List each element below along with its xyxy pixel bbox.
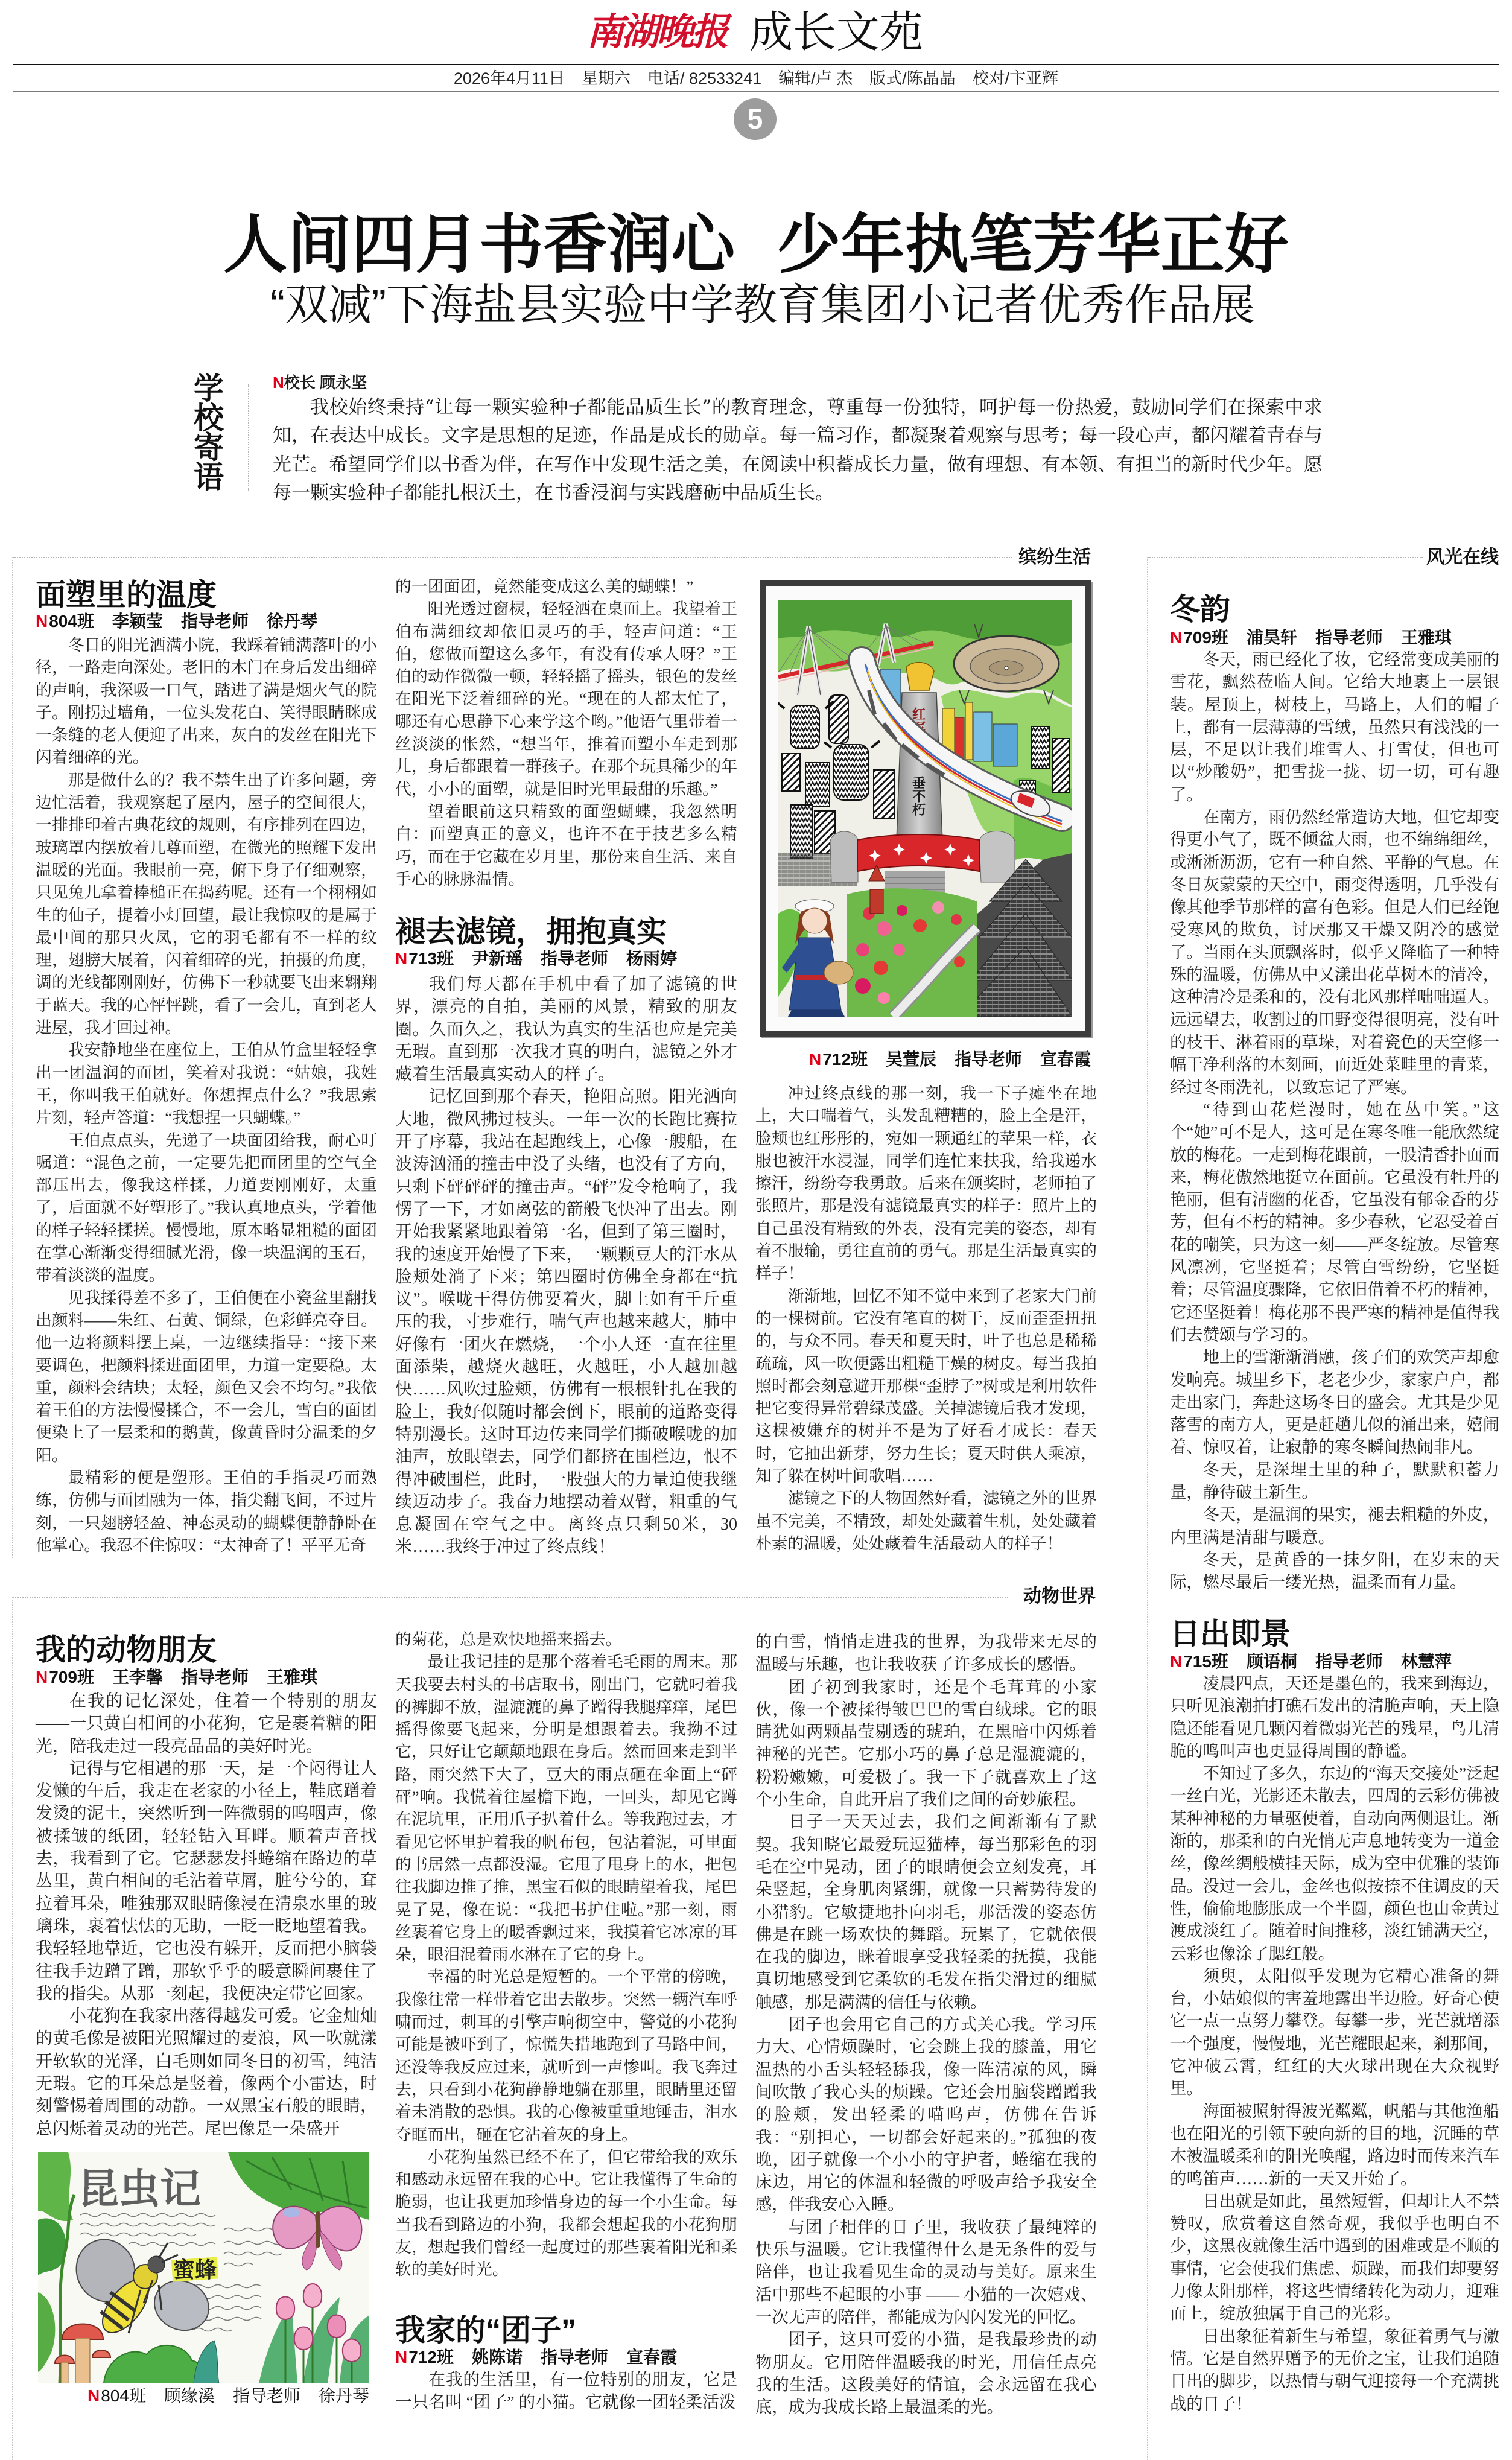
byline-author: 李颖莹 [112, 612, 163, 631]
byline-teacher: 王雅琪 [266, 1668, 317, 1686]
paragraph: 我安静地坐在座位上，王伯从竹盒里轻轻拿出一团温润的面团，笑着对我说：“姑娘，我姓王，你叫我王伯就好。你想捏点什么？”我思索片刻，轻声答道：“我想捏一只蝴蝶。” [36, 1041, 377, 1127]
paragraph: 冬日的阳光洒满小院，我踩着铺满落叶的小径，一路走向深处。老旧的木门在身后发出细碎的声响，我深吸一口气，踏进了满是烟火气的院子。刚拐过墙角，一位头发花白、笑得眼睛眯成一条缝的老人便迎了出来，灰白的发丝在阳光下闪着细碎的光。 [36, 636, 377, 767]
article-title: 我家的“团子” [395, 2313, 576, 2347]
article-body-column [1170, 649, 1499, 1594]
caption-teacher-label: 指导老师 [954, 1050, 1022, 1069]
issue-weekday: 星期六 [581, 69, 631, 87]
paragraph: 小花狗虽然已经不在了，但它带给我的欢乐和感动永远留在我的心中。它让我懂得了生命的脆弱，也让我更加珍惜身边的每一个小生命。每当我看到路边的小狗，我都会想起我的小花狗朋友，想起我们曾经一起度过的那些裹着阳光和柔软的美好时光。 [395, 2147, 737, 2279]
byline-teacher: 王雅琪 [1400, 628, 1452, 647]
byline-teacher-label: 指导老师 [180, 612, 249, 631]
poster-bee-lettering: 蜜蜂 [173, 2258, 217, 2282]
caption-class: 804班 [101, 2386, 146, 2405]
paragraph: “待到山花烂漫时，她在丛中笑。”这个“她”可不是人，这可是在寒冬唯一能欣然绽放的梅花。一走到梅花跟前，一股清香扑面而来，梅花傲然地挺立在面前。它虽没有牡丹的艳丽，但有清幽的花香，它虽没有郁金香的芬芳，但有不朽的精神。多少春秋，它忍受着百花的嘲笑，只为这一刻——严冬绽放。尽管寒风凛冽，它坚挺着；尽管白雪纷纷，它坚挺着；尽管温度骤降，它依旧借着不朽的精神，它还坚挺着！梅花那不畏严寒的精神是值得我们去赞颂与学习的。 [1170, 1100, 1499, 1344]
paragraph: 凌晨四点，天还是墨色的，我来到海边，只听见浪潮拍打礁石发出的清脆声响，天上隐隐还能看见几颗闪着微弱光芒的残星，鸟儿清脆的鸣叫声也更显得周围的静谧。 [1170, 1674, 1499, 1760]
masthead-rule-bottom [13, 91, 1499, 92]
n-mark: N [36, 1668, 48, 1686]
byline-class: 715班 [1183, 1652, 1228, 1671]
byline-author: 顾语桐 [1246, 1652, 1297, 1671]
article-body-column [395, 1629, 737, 2282]
paragraph: 日出就是如此，虽然短暂，但却让人不禁赞叹，欣赏着这自然奇观，我似乎也明白不少，这黑夜就像生活中遇到的困难或是不顺的事情，它会使我们焦虑、烦躁，而我们却要努力像太阳那样，将这些情绪转化为动力，迎难而上，绽放独属于自己的光彩。 [1170, 2191, 1499, 2323]
poster-title-lettering: 昆虫记 [78, 2165, 202, 2213]
paragraph: 不知过了多久，东边的“海天交接处”泛起一丝白光，光影还未散去，四周的云彩仿佛被某种神秘的力量驱使着，自动向两侧退让。渐渐的，那柔和的白光悄无声息地转变为一道金丝，像丝绸般横挂天际，成为空中优雅的装饰品。没过一会儿，金丝也似按捺不住调皮的天性，偷偷地膨胀成一个半圆，颜色也由金黄过渡成淡红了。随着时间推移，淡红铺满天空，云彩也像涂了腮红般。 [1170, 1764, 1499, 1963]
page-number-badge: 5 [734, 98, 777, 140]
paragraph: 日出象征着新生与希望，象征着勇气与激情。它是自然界赠予的无价之宝，让我们追随日出的脚步，以热情与朝气迎接每一个充满挑战的日子！ [1170, 2327, 1499, 2413]
article-title: 日出即景 [1170, 1617, 1291, 1651]
paragraph-continued: 的菊花，总是欢快地摇来摇去。 [395, 1630, 622, 1648]
n-mark: N [36, 612, 48, 631]
article-title: 褪去滤镜，拥抱真实 [395, 915, 667, 949]
article-body-column [395, 576, 737, 891]
byline-class: 713班 [408, 949, 454, 968]
paragraph: 在我的生活里，有一位特别的朋友，它是一只名叫 “团子” 的小猫。它就像一团轻柔活泼 [395, 2370, 737, 2412]
byline-teacher: 宣春霞 [626, 2348, 677, 2366]
section-name: 成长文苑 [749, 8, 924, 57]
article-byline [1170, 628, 1452, 647]
paragraph: 幸福的时光总是短暂的。一个平常的傍晚，我像往常一样带着它出去散步。突然一辆汽车呼啸而过，刺耳的引擎声响彻空中，警觉的小花狗可能是被吓到了，惊慌失措地跑到了马路中间，还没等我反应过来，就听到一声惨叫。我飞奔过去，只看到小花狗静静地躺在那里，眼睛里还留着未消散的恐惧。我的心像被重重地锤击，泪水夺眶而出，砸在它沾着灰的身上。 [395, 1968, 737, 2144]
byline-author: 尹新瑶 [471, 949, 523, 968]
section-label-colorful-life: 缤纷生活 [1018, 547, 1091, 567]
caption-author: 顾缘溪 [164, 2386, 215, 2405]
masthead-rule-top [13, 64, 1499, 65]
byline-class: 804班 [49, 612, 94, 631]
paragraph: 冲过终点线的那一刻，我一下子瘫坐在地上，大口喘着气，头发乱糟糟的，脸上全是汗，脸颊也红彤彤的，宛如一颗通红的苹果一样，衣服也被汗水浸湿，同学们连忙来扶我，给我递水擦汗，纷纷夸我勇敢。后来在颁奖时，老师拍了张照片，那是没有滤镜最真实的样子：照片上的自己虽没有精致的外表，没有完美的姿态，却有着不服输，勇往直前的勇气。那是生活最真实的样子！ [755, 1084, 1097, 1283]
paragraph: 滤镜之下的人物固然好看，滤镜之外的世界虽不完美，不精致，却处处藏着生机，处处藏着朴素的温暖，处处藏着生活最动人的样子！ [755, 1489, 1097, 1553]
byline-author: 王李馨 [112, 1668, 163, 1686]
article-byline [1170, 1652, 1452, 1671]
paragraph: 地上的雪渐渐消融，孩子们的欢笑声却愈发响亮。城里乡下，老老少少，家家户户，都走出家门，奔赴这场冬日的盛会。尤其是少见落雪的南方人，更是赶趟儿似的涌出来，嬉闹着、惊叹着，让寂静的寒冬瞬间热闹非凡。 [1170, 1348, 1499, 1457]
school-message-text: 我校始终秉持“让每一颗实验种子都能品质生长”的教育理念，尊重每一份独特，呵护每一份热爱，鼓励同学们在探索中求知，在表达中成长。文字是思想的足迹，作品是成长的勋章。每一篇习作，都凝聚着观察与思考；每一段心声，都闪耀着青春与光芒。希望同学们以书香为伴，在写作中发现生活之美，在阅读中积蓄成长力量，做有理想、有本领、有担当的新时代少年。愿每一颗实验种子都能扎根沃土，在书香浸润与实践磨砺中品质生长。 [273, 396, 1323, 504]
issue-date: 2026年4月11日 [453, 69, 565, 87]
poster-caption [36, 2386, 369, 2406]
article-byline [36, 1668, 317, 1687]
byline-teacher-label: 指导老师 [1315, 628, 1383, 647]
page-headline: 人间四月书香润心 少年执笔芳华正好 [223, 209, 1289, 281]
byline-teacher-label: 指导老师 [540, 949, 608, 968]
n-mark: N [1170, 628, 1183, 647]
paragraph: 阳光透过窗棂，轻轻洒在桌面上。我望着王伯布满细纹却依旧灵巧的手，轻声问道：“王伯，您做面塑这么多年，有没有传承人呀？”王伯的动作微微一顿，轻轻摇了摇头，银色的发丝在阳光下泛着细碎的光。“现在的人都太忙了，哪还有心思静下心来学这个哟。”他语气里带着一丝淡淡的怅然，“想当年，推着面塑小车走到那儿，身后都跟着一群孩子。在那个玩具稀少的年代，小小的面塑，就是旧时光里最甜的乐趣。” [395, 600, 737, 798]
byline-class: 709班 [49, 1668, 94, 1686]
section-divider [1148, 557, 1423, 558]
byline-teacher: 杨雨婷 [626, 949, 677, 968]
byline-author: 姚陈诺 [471, 2348, 523, 2366]
byline-class: 709班 [1183, 628, 1228, 647]
paragraph: 我们每天都在手机中看了加了滤镜的世界，漂亮的自拍，美丽的风景，精致的朋友圈。久而久之，我认为真实的生活也应是完美无瑕。直到那一次我才真的明白，滤镜之外才藏着生活最真实动人的样子。 [395, 975, 737, 1084]
paragraph: 王伯点点头，先递了一块面团给我，耐心叮嘱道：“混色之前，一定要先把面团里的空气全部压出去，像我这样揉，力道要刚刚好，太重了，后面就不好塑形了。”我认真地点头，学着他的样子轻轻揉搓。慢慢地，原本略显粗糙的面团在掌心渐渐变得细腻光滑，像一块温润的玉石，带着淡淡的温度。 [36, 1131, 377, 1285]
section-label-scenery-online: 风光在线 [1426, 547, 1499, 567]
n-mark: N [87, 2386, 100, 2405]
page-subtitle: “双减”下海盐县实验中学教育集团小记者优秀作品展 [270, 281, 1255, 329]
layout-credit: 版式/陈晶晶 [869, 69, 956, 87]
paragraph: 团子，这只可爱的小猫，是我最珍贵的动物朋友。它用陪伴温暖我的时光，用信任点亮我的生活。这段美好的情谊，会永远留在我心底，成为我成长路上最温柔的光。 [755, 2330, 1097, 2417]
article-body-column [755, 1082, 1097, 1556]
paragraph: 渐渐地，回忆不知不觉中来到了老家大门前的一棵树前。它没有笔直的树干，反而歪歪扭扭的，与众不同。春天和夏天时，叶子也总是稀稀疏疏，风一吹便露出粗糙干燥的树皮。每当我拍照时都会刻意避开那棵“歪脖子”树或是利用软件把它变得异常碧绿茂盛。关掉滤镜后我才发现，这棵被嫌弃的树并不是为了好看才成长：春天时，它抽出新芽，努力生长；夏天时供人乘凉，知了躲在树叶间歌唱…… [755, 1286, 1097, 1486]
column-rule-right [1147, 557, 1148, 2460]
article-byline [395, 949, 677, 968]
article-body-column [395, 973, 737, 1559]
byline-teacher: 林慧萍 [1400, 1652, 1452, 1671]
paragraph: 冬天，雨已经化了妆，它经常变成美丽的雪花，飘然莅临人间。它给大地裹上一层银装。屋顶上，树枝上，马路上，人们的帽子上，都有一层薄薄的雪绒，虽然只有浅浅的一层，不足以让我们堆雪人、打雪仗，但也可以“炒酸奶”，把雪拢一拢、切一切，可有趣了。 [1170, 650, 1499, 804]
paragraph: 团子也会用它自己的方式关心我。学习压力大、心情烦躁时，它会跳上我的膝盖，用它温热的小舌头轻轻舔我，像一阵清凉的风，瞬间吹散了我心头的烦躁。它还会用脑袋蹭蹭我的脸颊，发出轻柔的喵呜声，仿佛在告诉我：“别担心，一切都会好起来的。”孤独的夜晚，团子就像一个小小的守护者，蜷缩在我的床边，用它的体温和轻微的呼吸声给予我安全感，伴我安心入睡。 [755, 2015, 1097, 2214]
article-body-column [395, 2368, 737, 2414]
article-title: 面塑里的温度 [36, 578, 217, 612]
caption-author: 吴萱辰 [885, 1050, 936, 1069]
editor-credit: 编辑/卢 杰 [778, 69, 853, 87]
paragraph: 团子初到我家时，还是个毛茸茸的小家伙，像一个被揉得皱巴巴的雪白绒球。它的眼睛犹如两颗晶莹剔透的琥珀，在黑暗中闪烁着神秘的光芒。它那小巧的鼻子总是湿漉漉的，粉粉嫩嫩，可爱极了。我一下子就喜欢上了这个小生命，自此开启了我们之间的奇妙旅程。 [755, 1677, 1097, 1809]
paragraph: 冬天，是黄昏的一抹夕阳，在岁末的天际，燃尽最后一缕光热，温柔而有力量。 [1170, 1550, 1499, 1592]
n-mark: N [395, 949, 408, 968]
paragraph: 见我揉得差不多了，王伯便在小瓷盆里翻找出颜料——朱红、石黄、铜绿，色彩鲜亮夺目。他一边将颜料摆上桌，一边继续指导：“接下来要调色，把颜料揉进面团里，力道一定要稳。太重，颜料会结块；太轻，颜色又会不均匀。”我依着王伯的方法慢慢揉合，不一会儿，雪白的面团便染上了一层柔和的鹅黄，像黄昏时分温柔的夕阳。 [36, 1288, 377, 1464]
caption-teacher: 宣春霞 [1040, 1050, 1091, 1069]
paragraph: 最让我记挂的是那个落着毛毛雨的周末。那天我要去村头的书店取书，刚出门，它就叼着我的裤脚不放，湿漉漉的鼻子蹭得我腿痒痒，尾巴摇得像要飞起来，分明是想跟着去。我拗不过它，只好让它颠颠地跟在身后。然而回来走到半路，雨突然下大了，豆大的雨点砸在伞面上“砰砰”响。我慌着往屋檐下跑，一回头，却见它蹲在泥坑里，正用爪子扒着什么。等我跑过去，才看见它怀里护着我的帆布包，包沾着泥，可里面的书居然一点都没湿。它甩了甩身上的水，把包往我脚边推了推，黑宝石似的眼睛望着我，尾巴晃了晃，像在说：“我把书护住啦。”那一刻，雨丝裹着它身上的暖香飘过来，我摸着它冰凉的耳朵，眼泪混着雨水淋在了它的身上。 [395, 1653, 737, 1964]
article-body-column [1170, 1673, 1499, 2416]
section-divider [13, 557, 1012, 558]
byline-class: 712班 [408, 2348, 454, 2366]
framed-painting [760, 580, 1091, 1037]
n-mark: N [273, 373, 284, 392]
painting-artwork [778, 600, 1072, 1017]
caption-teacher: 徐丹琴 [318, 2386, 369, 2405]
contact-phone: 电话/ 82533241 [647, 69, 762, 87]
school-message-divider [248, 384, 249, 491]
paragraph: 日子一天天过去，我们之间渐渐有了默契。我知晓它最爱玩逗猫棒，每当那彩色的羽毛在空中晃动，团子的眼睛便会立刻发亮，耳朵竖起，全身肌肉紧绷，就像一只蓄势待发的小猎豹。它敏捷地扑向羽毛，那活泼的姿态仿佛是在跳一场欢快的舞蹈。玩累了，它就依偎在我的脚边，眯着眼享受我轻柔的抚摸，我能真切地感受到它柔软的毛发在指尖滑过的细腻触感，那是满满的信任与依赖。 [755, 1813, 1097, 2011]
proofreader-credit: 校对/卞亚辉 [972, 69, 1059, 87]
paragraph-continued: 的白雪，悄悄走进我的世界，为我带来无尽的温暖与乐趣，也让我收获了许多成长的感悟。 [755, 1633, 1097, 1674]
article-byline [36, 612, 317, 631]
article-title: 我的动物朋友 [36, 1633, 217, 1667]
masthead-info-line [13, 69, 1499, 88]
n-mark: N [395, 2348, 408, 2366]
byline-teacher-label: 指导老师 [180, 1668, 249, 1686]
column-rule-left [12, 557, 13, 1558]
emblem-icon [906, 663, 934, 690]
paragraph: 在我的记忆深处，住着一个特别的朋友——一只黄白相间的小花狗，它是裹着糖的阳光，陪我走过一段亮晶晶的美好时光。 [36, 1692, 377, 1756]
n-mark: N [1170, 1652, 1183, 1671]
section-divider [13, 1597, 1008, 1598]
paragraph: 小花狗在我家出落得越发可爱。它金灿灿的黄毛像是被阳光照耀过的麦浪，风一吹就漾开软软的光泽，白毛则如同冬日的初雪，纯洁无瑕。它的耳朵总是竖着，像两个小雷达，时刻警惕着周围的动静。一双黑宝石般的眼睛，总闪烁着灵动的光芒。尾巴像是一朵盛开 [36, 2007, 377, 2138]
section-label-animal-world: 动物世界 [1023, 1586, 1096, 1606]
school-message-label: 学校寄语 [194, 372, 224, 494]
paragraph: 冬天，是深埋土里的种子，默默积蓄力量，静待破土新生。 [1170, 1460, 1499, 1501]
article-body-column [36, 1690, 377, 2141]
monument-lettering: 垂不朽 [910, 776, 926, 816]
paragraph: 与团子相伴的日子里，我收获了最纯粹的快乐与温暖。它让我懂得什么是无条件的爱与陪伴，也让我看见生命的灵动与美好。原来生活中那些不起眼的小事 —— 小猫的一次嬉戏、一次无声的陪伴，都能成为闪闪发光的回忆。 [755, 2217, 1097, 2326]
paragraph: 海面被照射得波光粼粼，帆船与其他渔船也在阳光的引领下驶向新的目的地，沉睡的草木被温暖柔和的阳光唤醒，路边时而传来汽车的鸣笛声……新的一天又开始了。 [1170, 2102, 1499, 2188]
caption-class: 712班 [822, 1050, 868, 1069]
paragraph-continued: 的一团面团，竟然能变成这么美的蝴蝶！” [395, 577, 694, 596]
painting-caption [755, 1050, 1091, 1069]
newspaper-logo: 南湖晚报 [586, 10, 727, 54]
byline-teacher-label: 指导老师 [540, 2348, 608, 2366]
article-title: 冬韵 [1170, 593, 1230, 626]
monument-lettering: 红军 [910, 707, 926, 734]
paragraph: 须臾，太阳似乎发现为它精心准备的舞台，小姑娘似的害羞地露出半边脸。好奇心使它一点一点努力攀登。每攀一步，光芒就增添一个强度，慢慢地，光芒耀眼起来，刹那间，它冲破云霄，红红的大火球出现在大众视野里。 [1170, 1966, 1499, 2098]
byline-teacher-label: 指导老师 [1315, 1652, 1383, 1671]
principal-name: 校长 顾永坚 [284, 373, 367, 392]
column-rule-left [12, 1597, 13, 2460]
paragraph: 那是做什么的？我不禁生出了许多问题，旁边忙活着，我观察起了屋内，屋子的空间很大，一排排印着古典花纹的规则，有序排列在四边，玻璃罩内摆放着几尊面塑，在微光的照耀下发出温暖的光面。我眼前一亮，俯下身子仔细观察，只见兔儿拿着棒槌正在捣药呢。还有一个栩栩如生的仙子，提着小灯回望，最让我惊叹的是属于最中间的那只火凤，它的羽毛都有不一样的纹理，翅膀大展着，闪着细碎的光，拍摄的角度，调的光线都刚刚好，仿佛下一秒就要飞出来翱翔于蓝天。我的心怦怦跳，看了一会儿，直到老人进屋，我才回过神。 [36, 771, 377, 1037]
paragraph: 最精彩的便是塑形。王伯的手指灵巧而熟练，仿佛与面团融为一体，指尖翻飞间，不过片刻，一只翅膀轻盈、神态灵动的蝴蝶便静静卧在他掌心。我忍不住惊叹：“太神奇了！平平无奇 [36, 1468, 377, 1554]
n-mark: N [809, 1050, 822, 1069]
paragraph: 记忆回到那个春天，艳阳高照。阳光洒向大地，微风拂过枝头。一年一次的长跑比赛拉开了序幕，我站在起跑线上，心像一艘船，在波涛汹涌的撞击中没了头绪，也没有了方向，只剩下砰砰砰的撞击声。“砰”发令枪响了，我愣了一下，才如离弦的箭般飞快冲了出去。刚开始我紧紧地跟着第一名，但到了第三圈时，我的速度开始慢了下来，一颗颗豆大的汗水从脸颊处淌了下来；第四圈时仿佛全身都在“抗议”。喉咙干得仿佛要着火，脚上如有千斤重压的我，寸步难行，喘气声也越来越大，肺中好像有一团火在燃烧，一个小人还一直在往里面添柴，越烧火越旺，火越旺，小人越加越快……风吹过脸颊，仿佛有一根根针扎在我的脸上，我好似随时都会倒下，眼前的道路变得特别漫长。这时耳边传来同学们撕破喉咙的加油声，放眼望去，同学们都挤在围栏边，恨不得冲破围栏，此时，一股强大的力量迫使我继续迈动步子。我奋力地摆动着双臂，粗重的气息凝固在空气之中。离终点只剩50米，30米……我终于冲过了终点线！ [395, 1087, 737, 1557]
insect-poster-artwork [38, 2152, 369, 2383]
paragraph: 望着眼前这只精致的面塑蝴蝶，我忽然明白：面塑真正的意义，也许不在于技艺多么精巧，而在于它藏在岁月里，那份来自生活、来自手心的脉脉温情。 [395, 802, 737, 888]
byline-teacher: 徐丹琴 [266, 612, 317, 631]
byline-author: 浦昊轩 [1246, 628, 1297, 647]
red-banner [857, 834, 979, 871]
school-message-byline [273, 373, 367, 392]
article-byline [395, 2348, 677, 2367]
paragraph: 在南方，雨仍然经常造访大地，但它却变得更小气了，既不倾盆大雨，也不绵绵细丝，或淅淅沥沥，它有一种自然、平静的气息。在冬日灰蒙蒙的天空中，雨变得透明，几乎没有像其他季节那样的富有色彩。但是人们已经饱受寒风的欺负，讨厌那又干燥又阴冷的感觉了。当雨在头顶飘落时，似乎又降临了一种特殊的温暖，仿佛从中又漾出花草树木的清冷，这种清冷是柔和的，没有北风那样咄咄逼人。远远望去，收割过的田野变得很明亮，没有叶的枝干、淋着雨的草垛，对着瓷色的天空修一幅干净利落的木刻画，而近处菜畦里的青菜，经过冬雨洗礼，以致忘记了严寒。 [1170, 808, 1499, 1096]
caption-teacher-label: 指导老师 [232, 2386, 300, 2405]
paragraph: 冬天，是温润的果实，褪去粗糙的外皮，内里满是清甜与暖意。 [1170, 1505, 1499, 1546]
paragraph: 记得与它相遇的那一天，是一个闷得让人发懒的午后，我走在老家的小径上，鞋底蹭着发烫的泥土，突然听到一阵微弱的呜咽声，像被揉皱的纸团，轻轻钻入耳畔。顺着声音找去，我看到了它。它瑟瑟发抖蜷缩在路边的草丛里，黄白相间的毛沾着草屑，脏兮兮的，耷拉着耳朵，唯独那双眼睛像浸在清泉水里的玻璃珠，裹着怯怯的无助，一眨一眨地望着我。我轻轻地靠近，它也没有躲开，反而把小脑袋往我手边蹭了蹭，那软乎乎的暖意瞬间裹住了我的指尖。从那一刻起，我便决定带它回家。 [36, 1759, 377, 2003]
article-body-column [755, 1631, 1097, 2419]
article-body-column [36, 634, 377, 1558]
